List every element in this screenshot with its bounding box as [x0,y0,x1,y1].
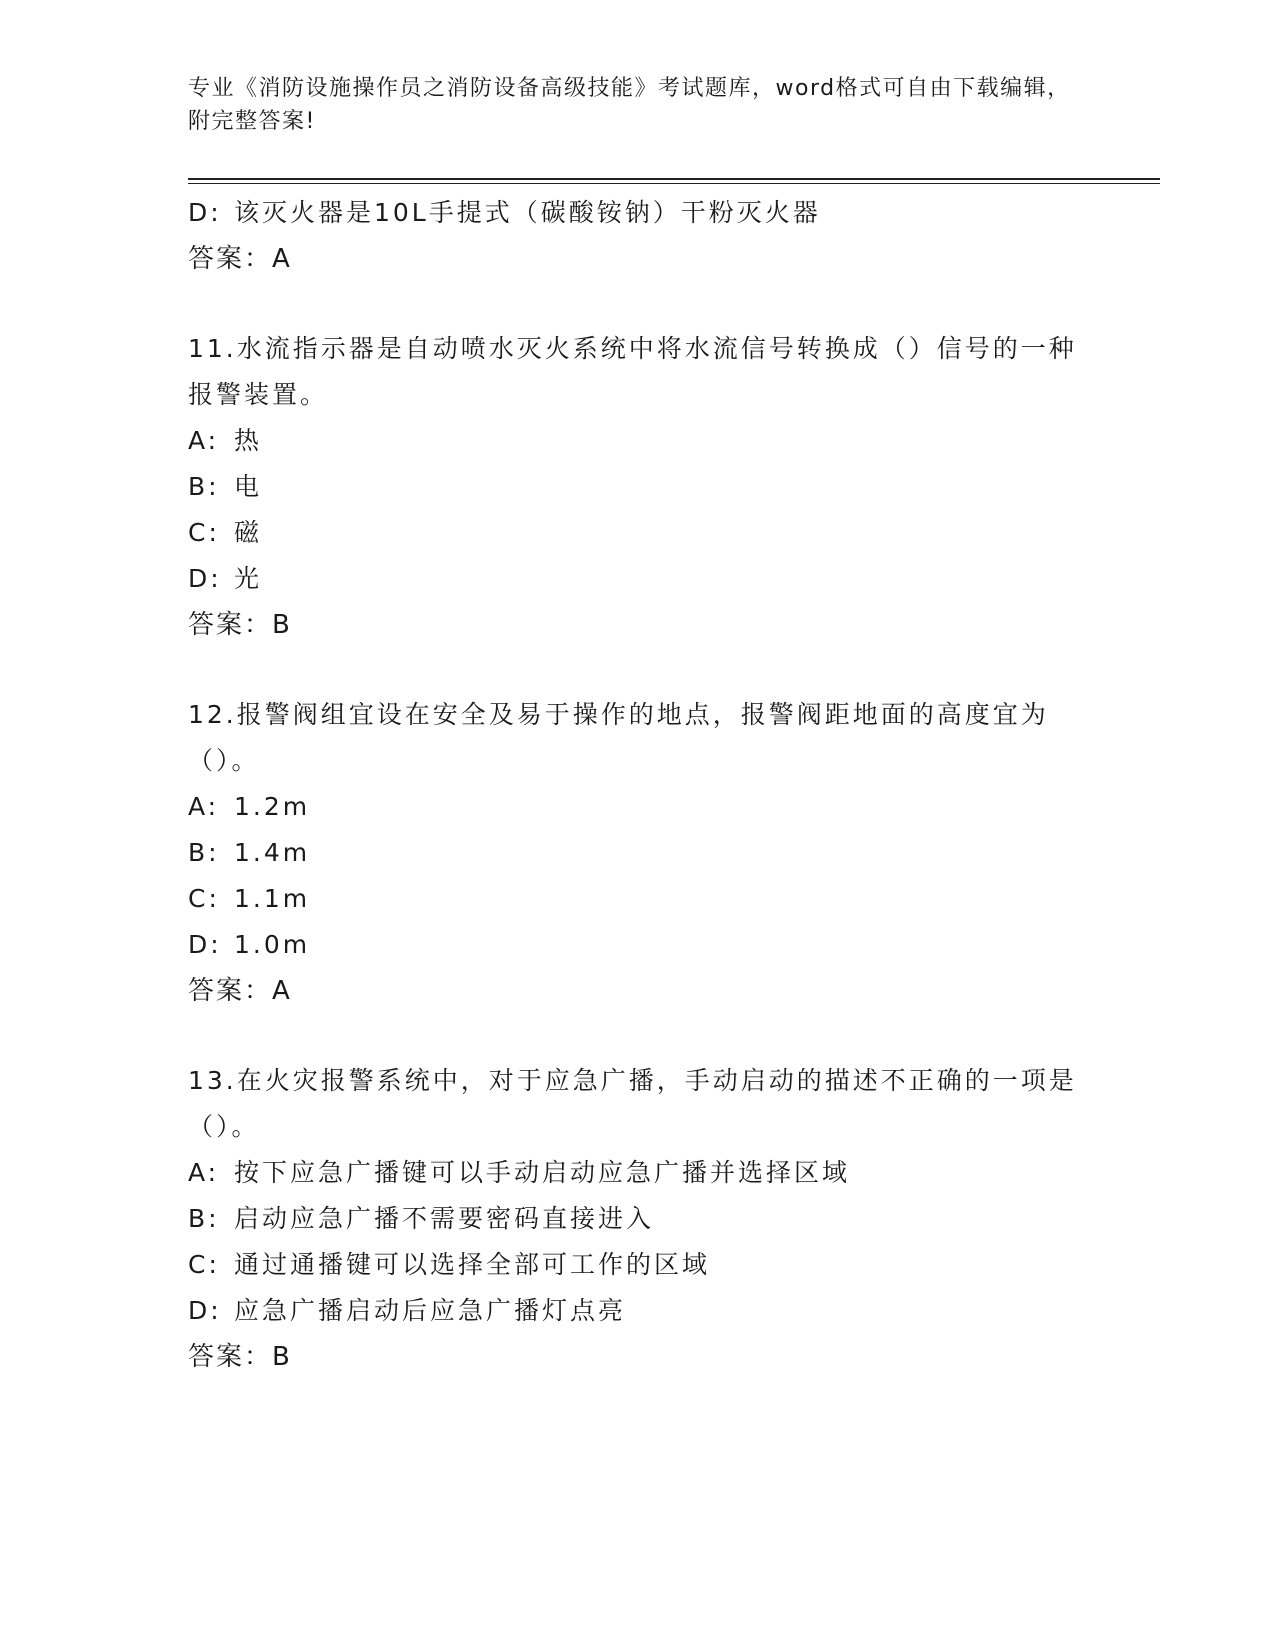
option-label: D: [188,1296,222,1325]
option-text: 按下应急广播键可以手动启动应急广播并选择区域 [234,1158,851,1187]
document-body [188,190,1088,1424]
question-stem: 13.在火灾报警系统中，对于应急广播，手动启动的描述不正确的一项是（）。 [188,1066,1077,1141]
option-label: D: [188,564,222,593]
option-text: 磁 [234,518,263,547]
option-text: 光 [234,564,263,593]
option-text: 电 [234,472,263,501]
option-label: C: [188,884,220,913]
question-stem: 12.报警阀组宜设在安全及易于操作的地点，报警阀距地面的高度宜为（）。 [188,700,1049,775]
option-text: 热 [234,426,263,455]
option-text: 1.4m [234,838,311,867]
option-text: 1.0m [234,930,311,959]
option-d [188,190,1088,236]
option-label: B: [188,1204,220,1233]
option-c [188,876,1088,922]
option-c [188,1242,1088,1288]
option-text: 1.2m [234,792,311,821]
option-text: 通过通播键可以选择全部可工作的区域 [234,1250,711,1279]
answer: 答案：A [188,976,292,1006]
option-d [188,922,1088,968]
option-b [188,830,1088,876]
option-b [188,1196,1088,1242]
option-label: A: [188,1158,220,1187]
header-divider-thin [188,183,1160,184]
option-text: 启动应急广播不需要密码直接进入 [234,1204,655,1233]
option-text: 该灭火器是10L手提式（碳酸铵钠）干粉灭火器 [234,198,821,227]
option-label: D: [188,930,222,959]
answer: 答案：A [188,244,292,274]
option-text: 应急广播启动后应急广播灯点亮 [234,1296,627,1325]
option-label: A: [188,792,220,821]
option-label: B: [188,472,220,501]
option-label: D: [188,198,222,227]
option-text: 1.1m [234,884,311,913]
option-a [188,418,1088,464]
header-divider [188,178,1160,180]
option-b [188,464,1088,510]
option-label: C: [188,1250,220,1279]
option-d [188,1288,1088,1334]
option-c [188,510,1088,556]
document-header: 专业《消防设施操作员之消防设备高级技能》考试题库，word格式可自由下载编辑，附完整答案! [188,76,1071,134]
option-a [188,784,1088,830]
question-13 [188,1058,1088,1380]
question-12 [188,692,1088,1014]
answer: 答案：B [188,1342,292,1372]
question-11 [188,326,1088,648]
option-a [188,1150,1088,1196]
option-label: C: [188,518,220,547]
question-stem: 11.水流指示器是自动喷水灭火系统中将水流信号转换成（）信号的一种报警装置。 [188,334,1077,409]
answer: 答案：B [188,610,292,640]
option-d [188,556,1088,602]
option-label: B: [188,838,220,867]
option-label: A: [188,426,220,455]
previous-question-tail [188,190,1088,282]
